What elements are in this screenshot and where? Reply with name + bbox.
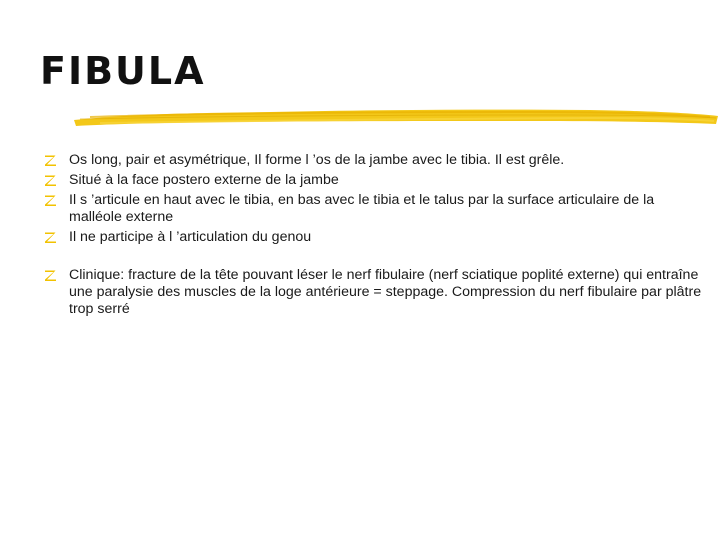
bullet-text: Clinique: fracture de la tête pouvant léser le nerf fibulaire (nerf sciatique poplité externe) qui entraîne une paralysie des muscles de la loge antérieure = steppage. Compression du nerf fibulaire par plâtre trop serré	[69, 267, 702, 317]
bullet-item	[44, 229, 704, 246]
bullet-item	[44, 267, 704, 318]
bullet-item	[44, 192, 704, 226]
z-bullet-icon	[44, 174, 57, 187]
bullet-text: Il ne participe à l ’articulation du genou	[69, 229, 312, 245]
slide-title: FIBULA	[40, 49, 206, 93]
bullet-text: Situé à la face postero externe de la jambe	[69, 172, 339, 188]
bullet-list	[44, 152, 704, 321]
bullet-text: Os long, pair et asymétrique, Il forme l ’os de la jambe avec le tibia. Il est grêle.	[69, 152, 565, 168]
bullet-item	[44, 152, 704, 169]
z-bullet-icon	[44, 154, 57, 167]
z-bullet-icon	[44, 231, 57, 244]
title-underline-brush	[70, 104, 720, 130]
z-bullet-icon	[44, 194, 57, 207]
bullet-text: Il s ’articule en haut avec le tibia, en bas avec le tibia et le talus par la surface articulaire de la malléole externe	[69, 192, 655, 225]
z-bullet-icon	[44, 269, 57, 282]
bullet-item	[44, 172, 704, 189]
